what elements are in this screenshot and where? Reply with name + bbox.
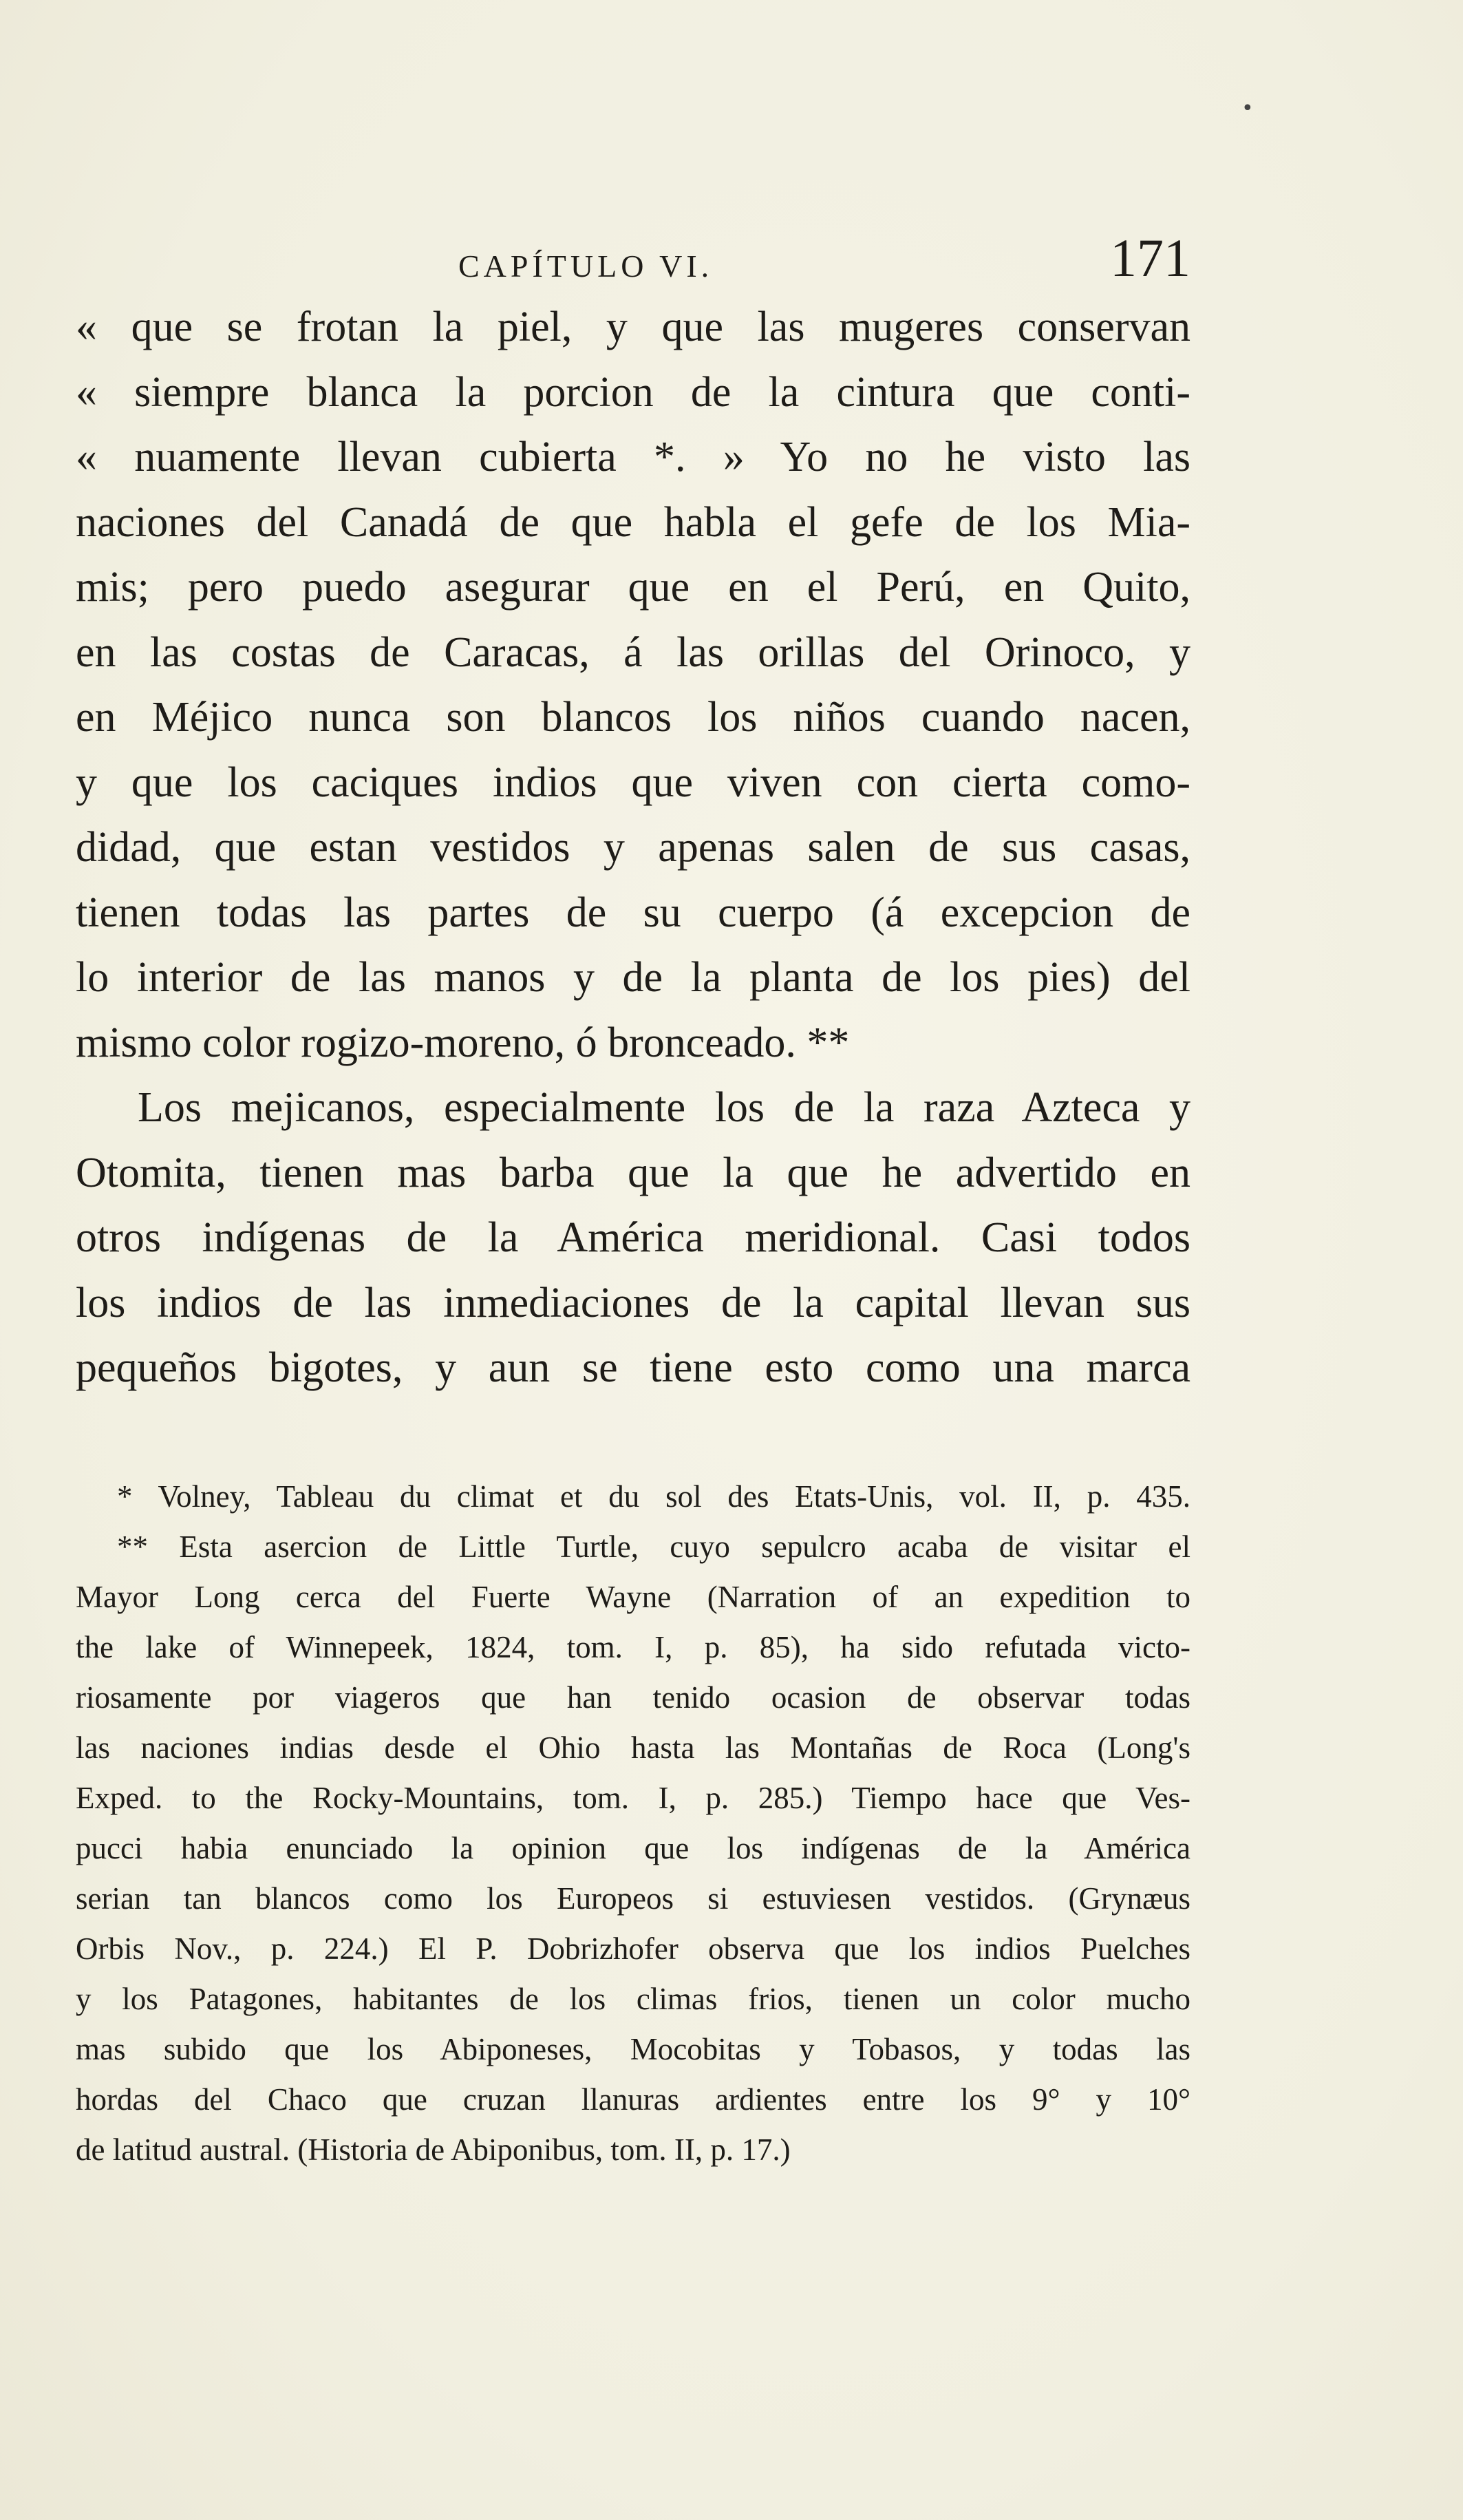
body-line: « nuamente llevan cubierta *. » Yo no he visto las	[76, 434, 1190, 480]
footnote-line: riosamente por viageros que han tenido ocasion de observar todas	[76, 1680, 1190, 1715]
footnote-line: Exped. to the Rocky-Mountains, tom. I, p. 285.) Tiempo hace que Ves-	[76, 1781, 1190, 1815]
running-title: CAPÍTULO VI.	[458, 248, 714, 284]
body-line: y que los caciques indios que viven con cierta como-	[76, 759, 1190, 806]
footnote-line: mas subido que los Abiponeses, Mocobitas y Tobasos, y todas las	[76, 2032, 1190, 2066]
footnote-line: Mayor Long cerca del Fuerte Wayne (Narration of an expedition to	[76, 1580, 1190, 1614]
footnote-line: Orbis Nov., p. 224.) El P. Dobrizhofer observa que los indios Puelches	[76, 1931, 1190, 1966]
body-line: otros indígenas de la América meridional. Casi todos	[76, 1214, 1190, 1261]
body-line: « que se frotan la piel, y que las mugeres conservan	[76, 304, 1190, 350]
body-line: mismo color rogizo-moreno, ó bronceado. **	[76, 1019, 850, 1066]
body-line: naciones del Canadá de que habla el gefe de los Mia-	[76, 498, 1190, 546]
footnote-line: pucci habia enunciado la opinion que los indígenas de la América	[76, 1831, 1190, 1865]
footnote-line: ** Esta asercion de Little Turtle, cuyo sepulcro acaba de visitar el	[117, 1529, 1190, 1564]
body-line: Los mejicanos, especialmente los de la raza Azteca y	[138, 1084, 1190, 1131]
body-line: lo interior de las manos y de la planta de los pies) del	[76, 954, 1190, 1001]
footnote-line: hordas del Chaco que cruzan llanuras ardientes entre los 9° y 10°	[76, 2082, 1190, 2117]
footnote-line: las naciones indias desde el Ohio hasta las Montañas de Roca (Long's	[76, 1730, 1190, 1765]
body-line: « siempre blanca la porcion de la cintura que conti-	[76, 368, 1190, 416]
body-line: Otomita, tienen mas barba que la que he advertido en	[76, 1149, 1190, 1196]
margin-mark: •	[1241, 96, 1254, 120]
footnote-line: de latitud austral. (Historia de Abiponibus, tom. II, p. 17.)	[76, 2132, 791, 2167]
footnote-line: serian tan blancos como los Europeos si estuviesen vestidos. (Grynæus	[76, 1881, 1190, 1916]
footnote-line: y los Patagones, habitantes de los climas frios, tienen un color mucho	[76, 1982, 1190, 2016]
footnote-line: * Volney, Tableau du climat et du sol des Etats-Unis, vol. II, p. 435.	[117, 1479, 1190, 1514]
page-number: 171	[1110, 228, 1190, 288]
body-line: didad, que estan vestidos y apenas salen de sus casas,	[76, 824, 1190, 871]
body-line: mis; pero puedo asegurar que en el Perú, en Quito,	[76, 564, 1190, 611]
footnote-line: the lake of Winnepeek, 1824, tom. I, p. 85), ha sido refutada victo-	[76, 1630, 1190, 1664]
body-line: en Méjico nunca son blancos los niños cuando nacen,	[76, 694, 1190, 741]
body-line: los indios de las inmediaciones de la capital llevan sus	[76, 1279, 1190, 1326]
body-line: tienen todas las partes de su cuerpo (á excepcion de	[76, 889, 1190, 936]
body-text	[76, 295, 1190, 1401]
page-header	[76, 227, 1190, 289]
body-line: en las costas de Caracas, á las orillas del Orinoco, y	[76, 628, 1190, 676]
body-line: pequeños bigotes, y aun se tiene esto como una marca	[76, 1344, 1190, 1391]
footnotes	[76, 1472, 1190, 2175]
